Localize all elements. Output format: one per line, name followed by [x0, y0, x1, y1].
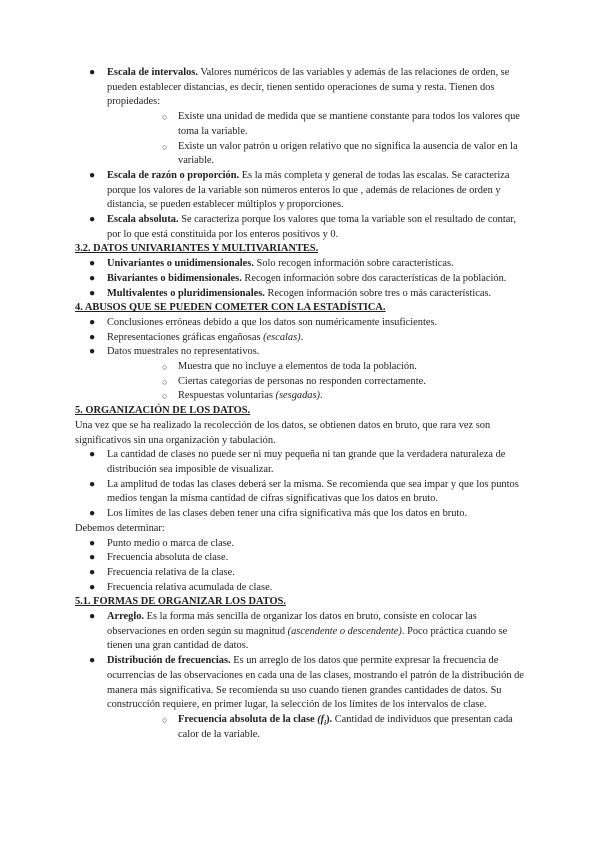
- item-text: .: [300, 331, 304, 343]
- bullet-icon: ●: [89, 169, 96, 181]
- list-item: [75, 507, 530, 522]
- item-text: La amplitud de todas las clases deberá ser la misma. Se recomienda que sea impar y que los puntos medios tengan la misma cantidad de cifras significativas que los datos en bruto.: [107, 478, 519, 505]
- list-item: [75, 610, 530, 654]
- item-text: Muestra que no incluye a elementos de toda la población.: [178, 361, 417, 373]
- list-item: [75, 316, 530, 331]
- italic-text: (sesgadas): [275, 390, 320, 402]
- term: Distribución de frecuencias.: [107, 655, 231, 667]
- item-text: . Poco práctica cuando se tienen una gran cantidad de datos.: [107, 625, 508, 652]
- item-text: La cantidad de clases no puede ser ni muy pequeña ni tan grande que la verdadera naturaleza de distribución sea imposible de visualizar.: [107, 449, 506, 475]
- term-text: Frecuencia absoluta de la clase: [178, 713, 315, 725]
- sublist: [107, 110, 530, 169]
- section-heading: 4. ABUSOS QUE SE PUEDEN COMETER CON LA ESTADÍSTICA.: [75, 302, 386, 314]
- bullet-icon: ●: [89, 508, 96, 520]
- sublist-item: [107, 713, 530, 742]
- item-text: Recogen información sobre dos características de la población.: [241, 272, 507, 284]
- bullet-icon: ●: [89, 581, 96, 593]
- list-item: [75, 581, 530, 596]
- term: Escala de razón o proporción.: [107, 169, 240, 181]
- scales-list: [75, 66, 530, 242]
- sublist-item: [107, 140, 530, 169]
- term: Arreglo.: [107, 611, 145, 623]
- item-text: Datos muestrales no representativos.: [107, 346, 260, 358]
- item-text: Respuestas voluntarias: [178, 390, 276, 402]
- sublist: [107, 360, 530, 404]
- term: Escala absoluta.: [107, 214, 179, 226]
- list-item: [75, 654, 530, 742]
- bullet-icon: ●: [89, 67, 96, 78]
- item-text: Solo recogen información sobre características.: [253, 258, 454, 270]
- list-item: [75, 345, 530, 404]
- subscript: i: [324, 719, 327, 728]
- item-text: Recogen información sobre tres o más características.: [264, 287, 492, 299]
- list-item: [75, 331, 530, 346]
- bullet-icon: ●: [89, 552, 96, 564]
- bullet-icon: ●: [89, 566, 96, 578]
- paragraph: Debemos determinar:: [75, 522, 165, 534]
- sublist-item: [107, 110, 530, 139]
- bullet-icon: ●: [89, 655, 96, 667]
- determine-list: [75, 537, 530, 596]
- item-text: Es la más completa y general de todas las escalas. Se caracteriza porque los valores de la variable son números enteros lo que , además de relaciones de orden y distancia, se pueden establecer múltiplos y proporciones.: [107, 169, 510, 211]
- item-text: Conclusiones erróneas debido a que los datos son numéricamente insuficientes.: [107, 316, 438, 328]
- list-item: [75, 537, 530, 552]
- item-text: Frecuencia absoluta de clase.: [107, 552, 229, 564]
- section-heading: 3.2. DATOS UNIVARIANTES Y MULTIVARIANTES.: [75, 243, 319, 255]
- classes-rules-list: [75, 448, 530, 522]
- bullet-icon: ●: [89, 287, 96, 299]
- section-heading: 5. ORGANIZACIÓN DE LOS DATOS.: [75, 405, 251, 417]
- term: [178, 713, 333, 728]
- paragraph: Una vez que se ha realizado la recolección de los datos, se obtienen datos en bruto, que rara vez son significativos sin una organización y tabulación.: [75, 419, 491, 446]
- bullet-icon: ●: [89, 316, 96, 328]
- item-text: Los límites de las clases deben tener una cifra significativa más que los datos en bruto.: [107, 508, 468, 520]
- item-text: Frecuencia relativa acumulada de clase.: [107, 581, 273, 593]
- bullet-icon: ●: [89, 272, 96, 284]
- bullet-icon: ●: [89, 346, 96, 358]
- bullet-icon: ●: [89, 449, 96, 461]
- circle-bullet-icon: ○: [162, 141, 168, 152]
- item-text: Frecuencia relativa de la clase.: [107, 566, 235, 578]
- item-text: Valores numéricos de las variables y además de las relaciones de orden, se pueden establecer distancias, es decir, tienen sentido operaciones de suma y resta. Tienen dos propiedades:: [107, 67, 510, 108]
- term: Univariantes o unidimensionales.: [107, 258, 254, 270]
- bullet-icon: ●: [89, 214, 96, 226]
- item-text: Existe una unidad de medida que se mantiene constante para todos los valores que toma la variable.: [178, 111, 520, 137]
- list-item: [75, 169, 530, 213]
- list-item: [75, 478, 530, 507]
- list-item: [75, 448, 530, 477]
- item-text: Representaciones gráficas engañosas: [107, 331, 264, 343]
- list-item: [75, 257, 530, 272]
- sublist-item: [107, 360, 530, 375]
- sublist-item: [107, 375, 530, 390]
- list-item: [75, 66, 530, 169]
- list-item: [75, 566, 530, 581]
- organize-list: [75, 610, 530, 742]
- circle-bullet-icon: ○: [162, 391, 168, 402]
- symbol: [317, 713, 327, 728]
- abuses-list: [75, 316, 530, 404]
- section-heading: 5.1. FORMAS DE ORGANIZAR LOS DATOS.: [75, 596, 286, 608]
- item-text: Punto medio o marca de clase.: [107, 537, 234, 549]
- symbol-text: (f: [317, 713, 325, 725]
- list-item: [75, 551, 530, 566]
- variants-list: [75, 257, 530, 301]
- italic-text: (escalas): [263, 331, 301, 343]
- list-item: [75, 213, 530, 242]
- list-item: [75, 287, 530, 302]
- symbol-close: ).: [326, 713, 333, 725]
- circle-bullet-icon: ○: [162, 112, 168, 123]
- term: Multivalentes o pluridimensionales.: [107, 287, 265, 299]
- bullet-icon: ●: [89, 537, 96, 549]
- item-text: Es un arreglo de los datos que permite expresar la frecuencia de ocurrencias de las observaciones en cada una de las clases, mostrando el patrón de la distribución de manera más significativa. Se recomienda su uso cuando tienen grandes cantidades de datos. Su construcción requiere, en primer lugar, la selección de los límites de los intervalos de clase.: [107, 655, 524, 711]
- term: Bivariantes o bidimensionales.: [107, 272, 242, 284]
- circle-bullet-icon: ○: [162, 362, 168, 373]
- italic-text: (ascendente o descendente): [287, 625, 402, 637]
- list-item: [75, 272, 530, 287]
- item-text: Existe un valor patrón u origen relativo que no significa la ausencia de valor en la variable.: [178, 140, 518, 167]
- bullet-icon: ●: [89, 611, 96, 623]
- item-text: Es la forma más sencilla de organizar los datos en bruto, consiste en colocar las observaciones en orden según su magnitud: [107, 611, 477, 637]
- bullet-icon: ●: [89, 331, 96, 343]
- bullet-icon: ●: [89, 258, 96, 270]
- bullet-icon: ●: [89, 478, 96, 490]
- term: Escala de intervalos.: [107, 67, 198, 78]
- sublist-item: [107, 389, 530, 404]
- circle-bullet-icon: ○: [162, 376, 168, 387]
- sublist: [107, 713, 530, 742]
- item-text: Cantidad de individuos que presentan cada calor de la variable.: [178, 713, 513, 740]
- item-text: .: [320, 390, 323, 402]
- item-text: Se caracteriza porque los valores que toma la variable son el resultado de contar, por lo que está constituida por los enteros positivos y 0.: [107, 214, 517, 240]
- item-text: Ciertas categorías de personas no responden correctamente.: [178, 375, 426, 387]
- circle-bullet-icon: ○: [162, 714, 168, 725]
